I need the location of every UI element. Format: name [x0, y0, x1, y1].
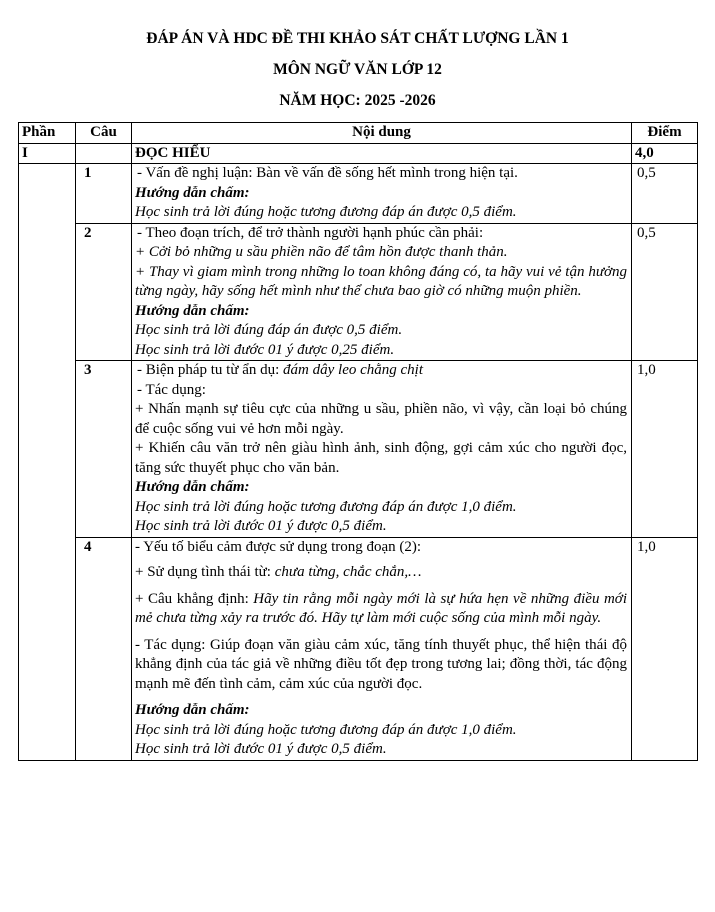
header-cau: Câu [76, 123, 132, 144]
answer-line [135, 563, 627, 583]
question-score: 1,0 [632, 537, 698, 760]
grading-guide-line: Học sinh trả lời đước 01 ý được 0,5 điểm. [135, 741, 387, 757]
answer-key-table [18, 122, 698, 761]
answer-line-prefix: + Sử dụng tình thái từ: [135, 564, 275, 580]
answer-line-prefix: - Biện pháp tu từ ẩn dụ: [137, 362, 284, 378]
grading-guide-label: Hướng dẫn chấm: [135, 479, 250, 495]
grading-guide-label: Hướng dẫn chấm: [135, 302, 250, 319]
answer-line: - Tác dụng: [137, 381, 206, 398]
grading-guide-line: Học sinh trả lời đước 01 ý được 0,5 điểm. [135, 518, 387, 534]
question-number: 4 [76, 537, 132, 760]
table-row [19, 537, 698, 760]
question-score: 0,5 [632, 223, 698, 361]
spacer [135, 583, 627, 590]
grading-guide-line: Học sinh trả lời đúng hoặc tương đương đáp án được 1,0 điểm. [135, 498, 517, 515]
answer-content [132, 361, 632, 538]
answer-line: + Khiến câu văn trở nên giàu hình ảnh, sinh động, gợi cảm xúc cho người đọc, tăng sức thuyết phục cho văn bản. [135, 440, 627, 476]
answer-line [135, 590, 627, 629]
document-title: ĐÁP ÁN VÀ HDC ĐỀ THI KHẢO SÁT CHẤT LƯỢNG LẦN 1 [146, 30, 569, 47]
header-phan: Phần [19, 123, 76, 144]
answer-line: - Tác dụng: Giúp đoạn văn giàu cảm xúc, tăng tính thuyết phục, thể hiện thái độ khẳng định của tác giả về những điều tốt đẹp trong tương lai; đồng thời, tác động mạnh mẽ đến tình cảm, cảm xúc của người đọc. [135, 636, 627, 692]
question-number: 2 [76, 223, 132, 361]
question-number: 1 [76, 164, 132, 224]
header-noi-dung: Nội dung [132, 123, 632, 144]
answer-content [132, 164, 632, 224]
answer-content [132, 537, 632, 760]
answer-line: + Nhấn mạnh sự tiêu cực của những u sầu, phiền não, vì vậy, cần loại bỏ chúng để cuộc sống vui vẻ hơn mỗi ngày. [135, 401, 627, 437]
grading-guide-label: Hướng dẫn chấm: [135, 702, 250, 718]
answer-content [132, 223, 632, 361]
table-row [19, 361, 698, 538]
answer-line-italic: đám dây leo chằng chịt [283, 362, 423, 378]
phan-empty-cell [19, 164, 76, 761]
answer-line: + Thay vì giam mình trong những lo toan không đáng có, ta hãy vui vẻ tận hưởng từng ngày, hãy sống hết mình như thể chưa bao giờ có những muộn phiền. [135, 263, 627, 299]
question-number: 3 [76, 361, 132, 538]
question-score: 1,0 [632, 361, 698, 538]
answer-line: - Theo đoạn trích, để trở thành người hạnh phúc cần phải: [137, 224, 484, 241]
section-empty-cell [76, 143, 132, 164]
answer-line: - Vấn đề nghị luận: Bàn về vấn đề sống hết mình trong hiện tại. [137, 165, 518, 181]
grading-guide-line: Học sinh trả lời đúng hoặc tương đương đáp án được 0,5 điểm. [135, 204, 517, 220]
section-row [19, 143, 698, 164]
answer-line [135, 361, 627, 381]
section-score: 4,0 [632, 143, 698, 164]
school-year-title: NĂM HỌC: 2025 -2026 [279, 92, 436, 109]
subject-title: MÔN NGỮ VĂN LỚP 12 [273, 61, 442, 78]
grading-guide-line: Học sinh trả lời đúng hoặc tương đương đáp án được 1,0 điểm. [135, 721, 517, 738]
grading-guide-label: Hướng dẫn chấm: [135, 184, 250, 201]
section-title: ĐỌC HIỂU [132, 143, 632, 164]
answer-line-italic: chưa từng, chắc chắn,… [274, 564, 422, 580]
grading-guide-line: Học sinh trả lời đúng đáp án được 0,5 điểm. [135, 322, 403, 338]
table-row [19, 164, 698, 224]
section-number: I [19, 143, 76, 164]
answer-line-italic: Hãy tin rằng mỗi ngày mới là sự hứa hẹn về những điều mới mẻ chưa từng xảy ra trước đó. Hãy tự làm mới cuộc sống của mình mỗi ngày. [135, 590, 627, 626]
spacer [135, 694, 627, 701]
grading-guide-line: Học sinh trả lời đước 01 ý được 0,25 điểm. [135, 341, 395, 358]
spacer [135, 629, 627, 636]
table-row [19, 223, 698, 361]
answer-line-prefix: + Câu khẳng định: [135, 590, 254, 607]
table-header-row [19, 123, 698, 144]
answer-line: - Yếu tố biểu cảm được sử dụng trong đoạn (2): [135, 538, 422, 555]
header-diem: Điểm [632, 123, 698, 144]
question-score: 0,5 [632, 164, 698, 224]
answer-line: + Cởi bỏ những u sầu phiền não để tâm hồn được thanh thản. [135, 244, 508, 260]
